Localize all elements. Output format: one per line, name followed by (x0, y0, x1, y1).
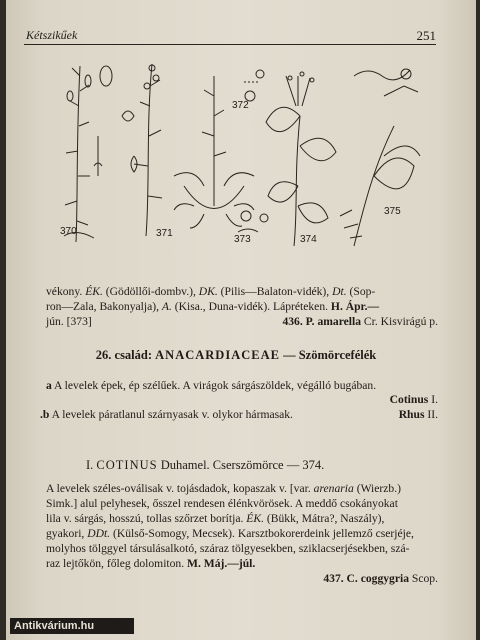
figure-label-371: 371 (156, 228, 173, 239)
key-result-b (206, 408, 438, 422)
seller-watermark: Antikvárium.hu (10, 618, 134, 634)
family-label: 26. család: (95, 348, 156, 362)
figure-label-370: 370 (60, 226, 77, 237)
text-segment: (Kisa., Duna-vidék). Lápréteken. (171, 300, 331, 313)
flowering-time: M. Máj.—júl. (187, 557, 256, 570)
desc-line-6 (46, 557, 255, 571)
text-segment: A levelek széles-oválisak v. tojásdadok, kopaszak v. [var. (46, 482, 314, 495)
text-segment: gyakori, (46, 527, 88, 540)
text-segment: (Bükk, Mátra?, Naszály), (264, 512, 385, 525)
genus-author: Duhamel. Cserszömörce — 374. (157, 458, 325, 472)
plant-375-branch (354, 126, 394, 246)
species-name: 436. P. amarella (282, 315, 362, 328)
text-segment: (Sop- (346, 285, 376, 298)
key-text: A levelek páratlanul szárnyasak v. olykor hármasak. (49, 408, 293, 421)
region-abbrev: Dt. (332, 285, 347, 298)
text-segment: (Gödöllői-dombv.), (102, 285, 199, 298)
botanical-illustration (54, 56, 426, 252)
key-genus: Cotinus (389, 393, 429, 406)
key-marker: .b (40, 408, 50, 421)
genus-numeral: I. (86, 458, 97, 472)
plant-371-stem (146, 64, 152, 236)
region-abbrev: A. (161, 300, 172, 313)
family-heading (26, 348, 446, 362)
region-abbrev: DK. (198, 285, 218, 298)
family-name: ANACARDIACEAE (155, 348, 280, 362)
text-segment: ron—Zala, Bakonyalja), (46, 300, 162, 313)
region-abbrev: ÉK. (85, 285, 103, 298)
variety-name: arenaria (313, 482, 354, 495)
family-hungarian-name: Szömörcefélék (298, 348, 377, 362)
region-abbrev: ÉK. (246, 512, 264, 525)
text-segment: lila v. sárgás, hosszú, tollas szőrzet borítja. (46, 512, 247, 525)
desc-line-1 (46, 482, 401, 496)
desc-line-5 (46, 542, 409, 556)
species-entry-437 (206, 572, 438, 586)
text-segment: (Wierzb.) (353, 482, 401, 495)
text-segment: vékony. (46, 285, 86, 298)
text-segment: jún. [373] (46, 315, 92, 328)
desc-line-3 (46, 512, 384, 526)
plant-drawings-svg (54, 56, 426, 252)
plant-370-stem (76, 66, 80, 242)
key-genus-number: I. (428, 393, 438, 406)
book-page (6, 0, 476, 640)
species-author: Scop. (409, 572, 438, 585)
text-segment: raz lejtőkön, főleg dolomiton. (46, 557, 188, 570)
genus-heading (86, 458, 324, 472)
region-abbrev: DDt. (87, 527, 111, 540)
species-name: 437. C. coggygria (323, 572, 410, 585)
key-text: A levelek épek, ép szélűek. A virágok sárgászöldek, végálló bugában. (51, 379, 377, 392)
key-result-a (206, 393, 438, 407)
running-header (24, 28, 436, 45)
flowering-time: H. Ápr.— (330, 300, 380, 313)
species-author: Cr. Kisvirágú p. (361, 315, 438, 328)
figure-label-373: 373 (234, 234, 251, 245)
text-line-3 (46, 315, 92, 329)
text-line-2 (46, 300, 379, 314)
genus-name: COTINUS (96, 458, 158, 472)
species-entry-436 (206, 315, 438, 329)
figure-label-374: 374 (300, 234, 317, 245)
page-number: 251 (416, 28, 436, 43)
plant-374-branch (294, 116, 300, 246)
text-segment: (Külső-Somogy, Mecsek). Karsztbokorerdeink jellemző cserjéje, (110, 527, 414, 540)
figure-label-375: 375 (384, 206, 401, 217)
desc-line-4 (46, 527, 414, 541)
section-title: Kétszikűek (26, 28, 78, 42)
key-marker: a (46, 379, 52, 392)
figure-label-372: 372 (232, 100, 249, 111)
text-segment: (Pilis—Balaton-vidék), (217, 285, 333, 298)
key-genus: Rhus (398, 408, 425, 421)
text-segment: Simk.] alul pelyhesek, ősszel rendesen élénkvörösek. A meddő csokányokat (46, 497, 398, 510)
key-line-a (46, 379, 376, 393)
key-genus-number: II. (424, 408, 438, 421)
text-segment: molyhos tölggyel társulásalkotó, száraz tölgyesekben, sziklacserjésekben, szá- (46, 542, 410, 555)
text-line-1 (46, 285, 375, 299)
family-separator: — (279, 348, 299, 362)
desc-line-2 (46, 497, 398, 511)
